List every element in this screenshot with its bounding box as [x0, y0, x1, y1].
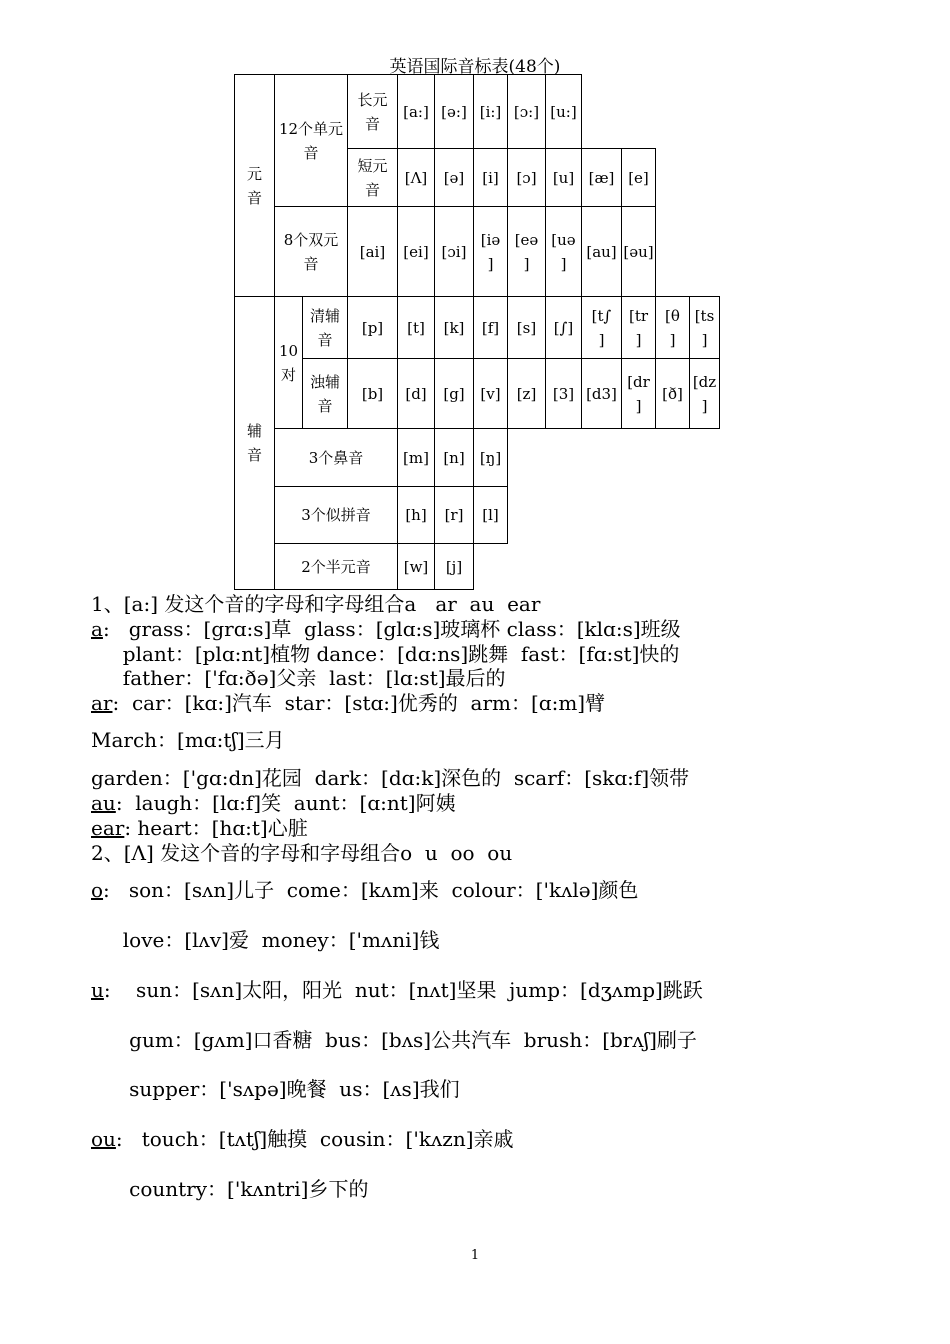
text-line — [91, 978, 703, 1002]
text-line — [91, 766, 689, 790]
voiced-cell — [690, 359, 720, 429]
blank-area — [582, 75, 750, 149]
long-vowel-cell: [a:] — [398, 75, 435, 149]
line-text: 2、[Λ] 发这个音的字母和字母组合o u oo ou — [91, 841, 513, 865]
text-line — [91, 791, 456, 815]
liquid-cell: [r] — [435, 487, 474, 544]
line-text: supper：['sʌpə]晚餐 us：[ʌs]我们 — [91, 1077, 460, 1101]
long-vowel-cell: [ɔ:] — [508, 75, 546, 149]
voiced-cell: [ð] — [656, 359, 690, 429]
voiced-text: [dr ] — [627, 372, 650, 415]
line-text: March：[mɑ:tʃ]三月 — [91, 728, 285, 752]
voiced-text: [dz ] — [692, 372, 717, 415]
vowel-label — [235, 75, 275, 297]
voiced-cell: [d3] — [582, 359, 622, 429]
blank-area — [656, 149, 750, 207]
text-line — [91, 691, 605, 715]
voiced-cell: [b] — [348, 359, 398, 429]
long-vowel-label-text: 长元 音 — [357, 90, 388, 133]
voiceless-label-text: 清辅 音 — [309, 306, 340, 349]
blank-area — [508, 487, 750, 544]
diphthong-cell — [474, 207, 508, 297]
voiceless-text: [ts ] — [694, 306, 715, 349]
single-vowel-label-text: 12个单元 音 — [278, 119, 344, 162]
line-text: plant：[plɑ:nt]植物 dance：[dɑ:ns]跳舞 fast：[fɑ:st]快的 — [91, 642, 680, 666]
voiced-cell: [3] — [546, 359, 582, 429]
text-line — [91, 928, 439, 952]
line-key: au — [91, 791, 116, 815]
line-text: : car：[kɑ:]汽车 star：[stɑ:]优秀的 arm：[ɑ:m]臂 — [112, 691, 606, 715]
short-vowel-cell: [e] — [622, 149, 656, 207]
short-vowel-label-text: 短元 音 — [357, 156, 388, 199]
diphthong-cell: [au] — [582, 207, 622, 297]
blank-area — [474, 544, 750, 590]
voiced-label-text: 浊辅 音 — [309, 372, 340, 415]
nasal-label: 3个鼻音 — [275, 429, 398, 487]
voiced-cell: [v] — [474, 359, 508, 429]
line-text: father：['fɑ:ðə]父亲 last：[lɑ:st]最后的 — [91, 666, 506, 690]
long-vowel-cell: [ə:] — [435, 75, 474, 149]
line-key: a — [91, 617, 103, 641]
line-text: : grass：[grɑ:s]草 glass：[glɑ:s]玻璃杯 class：[klɑ:s]班级 — [102, 617, 681, 641]
voiceless-cell: [p] — [348, 297, 398, 359]
diphthong-text: [uə ] — [551, 230, 576, 273]
short-vowel-cell: [ɔ] — [508, 149, 546, 207]
diphthong-cell — [546, 207, 582, 297]
voiced-cell — [622, 359, 656, 429]
semivowel-label: 2个半元音 — [275, 544, 398, 590]
consonant-label-text: 辅 音 — [246, 422, 262, 464]
diphthong-cell: [ai] — [348, 207, 398, 297]
nasal-cell: [ŋ] — [474, 429, 508, 487]
line-key: ear — [91, 816, 125, 840]
blank-area — [508, 429, 750, 487]
voiced-cell: [g] — [435, 359, 474, 429]
diphthong-text: [iə ] — [480, 230, 501, 273]
text-line — [91, 878, 638, 902]
line-text: : son：[sʌn]儿子 come：[kʌm]来 colour：['kʌlə]颜色 — [103, 878, 639, 902]
text-line — [91, 816, 308, 840]
text-line — [91, 1077, 460, 1101]
short-vowel-label — [348, 149, 398, 207]
voiceless-cell — [582, 297, 622, 359]
text-line — [91, 728, 285, 752]
voiceless-cell: [∫] — [546, 297, 582, 359]
semivowel-cell: [j] — [435, 544, 474, 590]
short-vowel-cell: [ə] — [435, 149, 474, 207]
liquid-label: 3个似拼音 — [275, 487, 398, 544]
line-text: : heart：[hɑ:t]心脏 — [124, 816, 308, 840]
text-line — [91, 642, 679, 666]
voiced-cell: [z] — [508, 359, 546, 429]
diphthong-text: [eə ] — [514, 230, 539, 273]
short-vowel-cell: [Λ] — [398, 149, 435, 207]
voiced-cell: [d] — [398, 359, 435, 429]
diphthong-cell: [ei] — [398, 207, 435, 297]
voiceless-label — [303, 297, 348, 359]
long-vowel-cell: [u:] — [546, 75, 582, 149]
text-line — [91, 617, 681, 641]
line-text: garden：['gɑ:dn]花园 dark：[dɑ:k]深色的 scarf：[skɑ:f]领带 — [91, 766, 690, 790]
pairs-label — [275, 297, 303, 429]
voiceless-cell: [t] — [398, 297, 435, 359]
liquid-cell: [h] — [398, 487, 435, 544]
diphthong-cell: [ɔi] — [435, 207, 474, 297]
voiceless-cell: [f] — [474, 297, 508, 359]
line-text: : touch：[tʌtʃ]触摸 cousin：['kʌzn]亲戚 — [115, 1127, 514, 1151]
line-text: country：['kʌntri]乡下的 — [91, 1177, 369, 1201]
text-line — [91, 1177, 368, 1201]
line-key: ou — [91, 1127, 116, 1151]
nasal-cell: [n] — [435, 429, 474, 487]
table-title: 英语国际音标表(48个) — [389, 57, 561, 77]
diphthong-label-text: 8个双元 音 — [283, 230, 339, 273]
line-key: u — [91, 978, 104, 1002]
voiceless-text: [t∫ ] — [591, 306, 612, 349]
blank-area — [656, 207, 750, 297]
line-text: 1、[a:] 发这个音的字母和字母组合a ar au ear — [91, 592, 541, 616]
line-key: o — [91, 878, 104, 902]
line-text: love：[lʌv]爱 money：['mʌni]钱 — [91, 928, 440, 952]
text-line — [91, 1127, 514, 1151]
long-vowel-label — [348, 75, 398, 149]
line-text: gum：[gʌm]口香糖 bus：[bʌs]公共汽车 brush：[brʌʃ]刷子 — [91, 1028, 697, 1052]
pairs-label-text: 10 对 — [278, 341, 299, 384]
voiceless-cell — [656, 297, 690, 359]
long-vowel-cell: [i:] — [474, 75, 508, 149]
voiceless-cell — [622, 297, 656, 359]
diphthong-cell — [508, 207, 546, 297]
nasal-cell: [m] — [398, 429, 435, 487]
voiceless-text: [θ ] — [665, 306, 680, 349]
single-vowel-label — [275, 75, 348, 207]
short-vowel-cell: [u] — [546, 149, 582, 207]
liquid-cell: [l] — [474, 487, 508, 544]
text-line — [91, 592, 540, 616]
short-vowel-cell: [æ] — [582, 149, 622, 207]
diphthong-label — [275, 207, 348, 297]
voiced-label — [303, 359, 348, 429]
voiceless-cell: [k] — [435, 297, 474, 359]
voiceless-cell: [s] — [508, 297, 546, 359]
consonant-label — [235, 297, 275, 590]
text-line — [91, 1028, 697, 1052]
line-key: ar — [91, 691, 113, 715]
page-number: 1 — [470, 1248, 480, 1263]
voiceless-cell — [690, 297, 720, 359]
diphthong-cell: [əu] — [622, 207, 656, 297]
line-text: : laugh：[lɑ:f]笑 aunt：[ɑ:nt]阿姨 — [115, 791, 456, 815]
phonetic-table — [234, 74, 750, 590]
short-vowel-cell: [i] — [474, 149, 508, 207]
text-line — [91, 841, 512, 865]
line-text: : sun：[sʌn]太阳，阳光 nut：[nʌt]坚果 jump：[dʒʌmp]跳跃 — [103, 978, 703, 1002]
text-line — [91, 666, 506, 690]
voiceless-text: [tr ] — [628, 306, 649, 349]
semivowel-cell: [w] — [398, 544, 435, 590]
vowel-label-text: 元 音 — [246, 164, 262, 207]
